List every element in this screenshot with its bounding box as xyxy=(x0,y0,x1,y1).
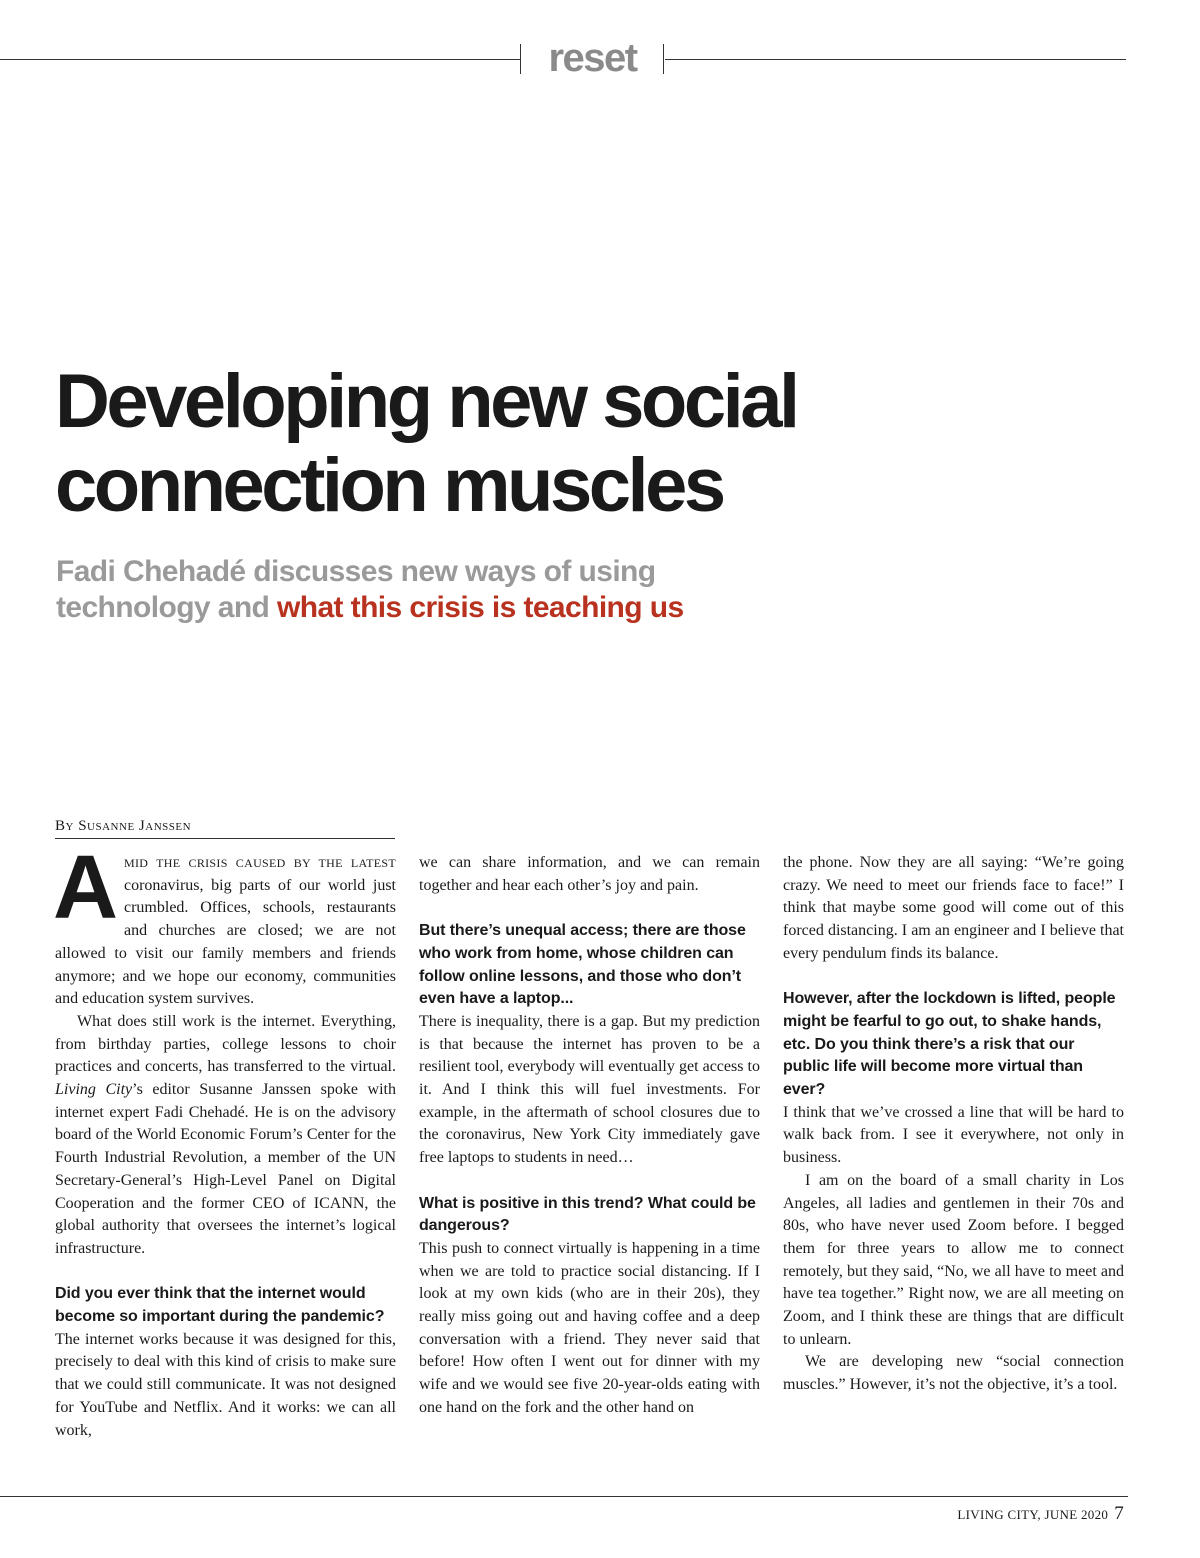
headline xyxy=(55,360,1155,528)
byline-prefix: By xyxy=(55,818,74,834)
byline xyxy=(55,818,395,839)
headline-line-1: Developing new social xyxy=(55,359,797,444)
footer-publication: LIVING CITY, JUNE 2020 xyxy=(957,1507,1109,1522)
header-tick-left xyxy=(520,44,521,74)
lead-paragraph xyxy=(53,838,396,1011)
page-number: 7 xyxy=(1114,1503,1124,1524)
headline-line-2: connection muscles xyxy=(55,443,723,528)
answer-1-continued: we can share information, and we can remain together and hear each other’s joy and pain. xyxy=(419,854,760,894)
answer-4-paragraph-3: We are developing new “social connection muscles.” However, it’s not the objective, it’s a tool. xyxy=(783,1353,1124,1394)
article-column-2 xyxy=(419,852,760,1420)
byline-author: Susanne Janssen xyxy=(78,818,192,834)
answer-2: There is inequality, there is a gap. But my prediction is that because the internet has proven to be a resilient tool, everybody will eventually get access to it. And I think this will fuel investments. For example, in the aftermath of school closures due to the coronavirus, New York City immediately gave free laptops to students in need… xyxy=(419,1012,760,1167)
publication-name: Living City xyxy=(55,1081,133,1099)
footer-rule xyxy=(0,1496,1128,1497)
answer-3-continued: the phone. Now they are all saying: “We’re going crazy. We need to meet our friends face to face!” I think that maybe some good will come out of this forced distancing. I am an engineer and I believe that every pendulum finds its balance. xyxy=(783,854,1124,962)
section-header xyxy=(0,38,1128,82)
drop-cap: A xyxy=(53,838,118,938)
answer-4-paragraph-1: I think that we’ve crossed a line that will be hard to walk back from. I see it everywhere, not only in business. xyxy=(783,1103,1124,1167)
header-tick-right xyxy=(663,44,664,74)
header-rule-left xyxy=(0,59,520,60)
intro-paragraph xyxy=(55,1011,396,1261)
question-1: Did you ever think that the internet would become so important during the pandemic? xyxy=(55,1285,385,1326)
intro-text-b: ’s editor Susanne Janssen spoke with internet expert Fadi Chehadé. He is on the advisory board of the World Economic Forum’s Center for the Fourth Industrial Revolution, a member of the UN Secretary-General’s High-Level Panel on Digital Cooperation and the former CEO of ICANN, the global authority that oversees the internet’s logical infrastructure. xyxy=(55,1081,396,1257)
subheadline xyxy=(56,554,956,626)
question-2: But there’s unequal access; there are those who work from home, whose children can follow online lessons, and those who don’t even have a laptop... xyxy=(419,922,746,1008)
answer-4-paragraph-2: I am on the board of a small charity in Los Angeles, all ladies and gentlemen in their 70s and 80s, who have never used Zoom before. I begged them for three years to allow me to connect remotely, but they said, “No, we all have to meet and have tea together.” Right now, we are all meeting on Zoom, and I think these are things that are difficult to unlearn. xyxy=(783,1171,1124,1348)
lead-rest: coronavirus, big parts of our world just crumbled. Offices, schools, restaurants and churches are closed; we are not allowed to visit our family members and friends anymore; and we hope our economy, communities and education system survives. xyxy=(55,876,396,1008)
article-column-3 xyxy=(783,852,1124,1397)
subhead-highlight: what this crisis is teaching us xyxy=(277,591,684,624)
header-rule-right xyxy=(665,59,1126,60)
subhead-line-2-plain: technology and xyxy=(56,591,278,624)
subhead-line-1: Fadi Chehadé discusses new ways of using xyxy=(56,555,656,588)
question-3: What is positive in this trend? What could be dangerous? xyxy=(419,1194,756,1235)
article-column-1 xyxy=(53,838,396,1442)
intro-text-a: What does still work is the internet. Everything, from birthday parties, college lessons to choir practices and concerts, has transferred to the virtual. xyxy=(55,1012,396,1076)
answer-1: The internet works because it was designed for this, precisely to deal with this kind of crisis to make sure that we could still communicate. It was not designed for YouTube and Netflix. And it works: we can all work, xyxy=(55,1330,396,1439)
answer-3: This push to connect virtually is happening in a time when we are told to practice social distancing. If I look at my own kids (who are in their 20s), they really miss going out and having coffee and a deep conversation with a friend. They never said that before! How often I went out for dinner with my wife and we would see five 20-year-olds eating with one hand on the fork and the other hand on xyxy=(419,1239,760,1416)
page-footer xyxy=(957,1503,1124,1525)
question-4: However, after the lockdown is lifted, people might be fearful to go out, to shake hands, etc. Do you think there’s a risk that our public life will become more virtual than ever? xyxy=(783,990,1116,1099)
lead-smallcaps: MID THE CRISIS CAUSED BY THE LATEST xyxy=(124,856,396,870)
section-label: reset xyxy=(548,36,637,80)
